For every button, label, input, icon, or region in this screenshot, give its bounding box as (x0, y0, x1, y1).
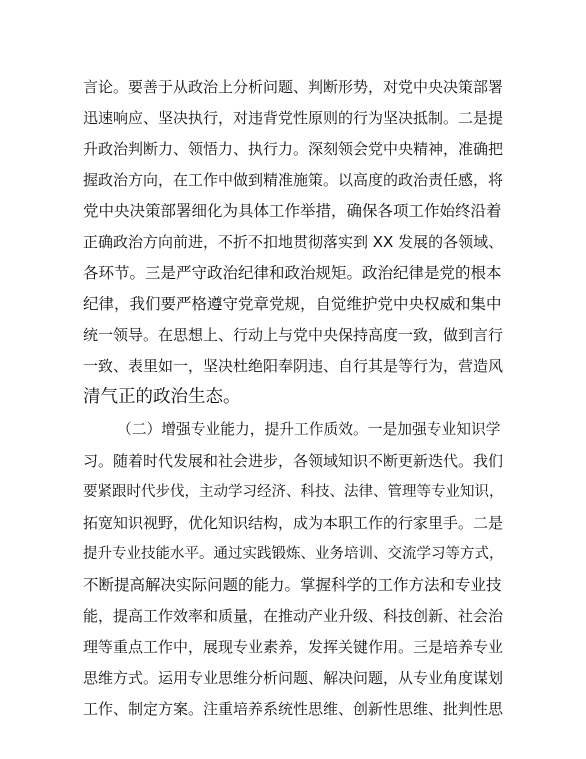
body-text-line: 拓宽知识视野，优化知识结构，成为本职工作的行家里手。二是 (83, 514, 504, 532)
body-text-line: 握政治方向，在工作中做到精准施策。以高度的政治责任感，将 (83, 171, 504, 189)
body-text-line: 各环节。三是严守政治纪律和政治规矩。政治纪律是党的根本 (83, 264, 502, 282)
body-text-line: 要紧跟时代步伐，主动学习经济、科技、法律、管理等专业知识， (83, 484, 504, 500)
body-text-line: 统一领导。在思想上、行动上与党中央保持高度一致，做到言行 (83, 326, 504, 344)
body-text-line: 一致、表里如一，坚决杜绝阳奉阴违、自行其是等行为，营造风 (83, 357, 504, 375)
body-text-line: 迅速响应、坚决执行，对违背党性原则的行为坚决抵制。二是提 (83, 109, 504, 127)
body-text-line: 升政治判断力、领悟力、执行力。深刻领会党中央精神，准确把 (83, 140, 504, 158)
body-text-line: 思维方式。运用专业思维分析问题、解决问题，从专业角度谋划 (83, 669, 504, 687)
section-heading-line: （二）增强专业能力，提升工作质效。一是加强专业知识学 (117, 421, 501, 438)
body-text-line: 不断提高解决实际问题的能力。掌握科学的工作方法和专业技 (83, 576, 502, 594)
body-text-line: 习。随着时代发展和社会进步，各领域知识不断更新迭代。我们 (83, 452, 504, 470)
body-text-line: 正确政治方向前进，不折不扣地贯彻落实到 XX 发展的各领域、 (83, 233, 504, 251)
body-text-line: 清气正的政治生态。 (83, 387, 241, 407)
body-text-line: 言论。要善于从政治上分析问题、判断形势，对党中央决策部署 (83, 78, 504, 96)
body-text-line: 能，提高工作效率和质量，在推动产业升级、科技创新、社会治 (83, 607, 504, 625)
body-text-line: 提升专业技能水平。通过实践锻炼、业务培训、交流学习等方式， (83, 546, 504, 562)
body-text-line: 党中央决策部署细化为具体工作举措，确保各项工作始终沿着 (83, 202, 502, 220)
body-text-line: 工作、制定方案。注重培养系统性思维、创新性思维、批判性思 (83, 700, 504, 718)
body-text-line: 理等重点工作中，展现专业素养，发挥关键作用。三是培养专业 (83, 638, 504, 656)
body-text-line: 纪律，我们要严格遵守党章党规，自觉维护党中央权威和集中 (83, 295, 502, 313)
